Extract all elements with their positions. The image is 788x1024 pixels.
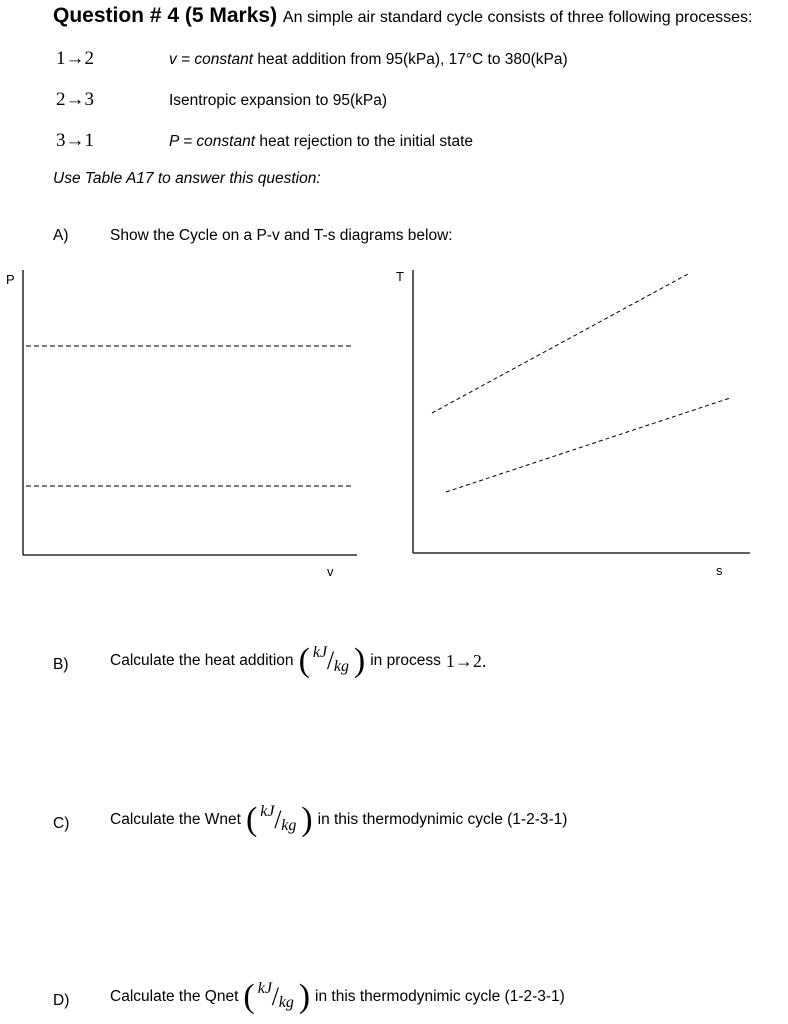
part-c-text-before: Calculate the Wnet [110, 811, 241, 828]
ts-upper-isobar [432, 274, 688, 413]
part-a-text: Show the Cycle on a P-v and T-s diagrams below: [110, 227, 453, 244]
part-c-letter: C) [53, 815, 70, 832]
question-heading: Question # 4 (5 Marks) [53, 4, 278, 27]
pv-y-label: P [6, 272, 15, 287]
part-c-question [110, 803, 567, 837]
unit-numerator: kJ [312, 644, 328, 661]
part-a-letter: A) [53, 227, 69, 244]
process-2-3-label: 2→3 [56, 89, 94, 110]
part-d-unit [243, 980, 310, 1014]
ts-y-label: T [396, 269, 404, 284]
part-b-process: 1→2. [445, 650, 487, 671]
part-b-letter: B) [53, 656, 69, 673]
process-1-2-condition: v = constant [169, 51, 254, 68]
part-b-text-after: in process [370, 652, 441, 669]
part-c-unit [246, 803, 313, 837]
fraction-slash-icon: / [271, 982, 279, 1011]
ts-x-label: s [716, 563, 723, 578]
left-paren-icon: ( [298, 642, 310, 679]
unit-numerator: kJ [257, 980, 272, 997]
unit-denominator: kg [278, 994, 294, 1011]
instruction-text: Use Table A17 to answer this question: [53, 170, 321, 187]
ts-diagram [413, 270, 750, 553]
left-paren-icon: ( [245, 801, 258, 838]
right-paren-icon: ) [353, 642, 366, 679]
process-1-2-detail: heat addition from 95(kPa), 17°C to 380(kPa) [253, 51, 568, 68]
process-3-1-detail: heat rejection to the initial state [255, 133, 474, 150]
right-paren-icon: ) [301, 801, 313, 838]
unit-denominator: kg [333, 658, 349, 675]
part-c-text-after: in this thermodynimic cycle (1-2-3-1) [317, 811, 568, 828]
part-b-unit [299, 644, 366, 678]
unit-numerator: kJ [260, 803, 275, 820]
left-paren-icon: ( [243, 978, 255, 1015]
part-b-question [110, 644, 486, 678]
fraction-slash-icon: / [326, 646, 335, 675]
pv-x-label: v [327, 564, 334, 579]
process-2-3-description: Isentropic expansion to 95(kPa) [169, 92, 387, 109]
part-d-text-after: in this thermodynimic cycle (1-2-3-1) [315, 988, 565, 1005]
right-paren-icon: ) [298, 978, 311, 1015]
pv-diagram [23, 270, 357, 555]
part-d-text-before: Calculate the Qnet [110, 988, 239, 1005]
part-d-question [110, 980, 565, 1014]
fraction-slash-icon: / [274, 805, 282, 834]
process-3-1-label: 3→1 [56, 130, 94, 151]
process-3-1-condition: P = constant [169, 133, 256, 150]
part-d-letter: D) [53, 992, 70, 1009]
question-description: An simple air standard cycle consists of three following processes: [282, 9, 753, 26]
part-b-text-before: Calculate the heat addition [110, 652, 294, 669]
ts-lower-isobar [446, 398, 730, 492]
unit-denominator: kg [281, 817, 297, 834]
process-1-2-label: 1→2 [56, 48, 94, 69]
